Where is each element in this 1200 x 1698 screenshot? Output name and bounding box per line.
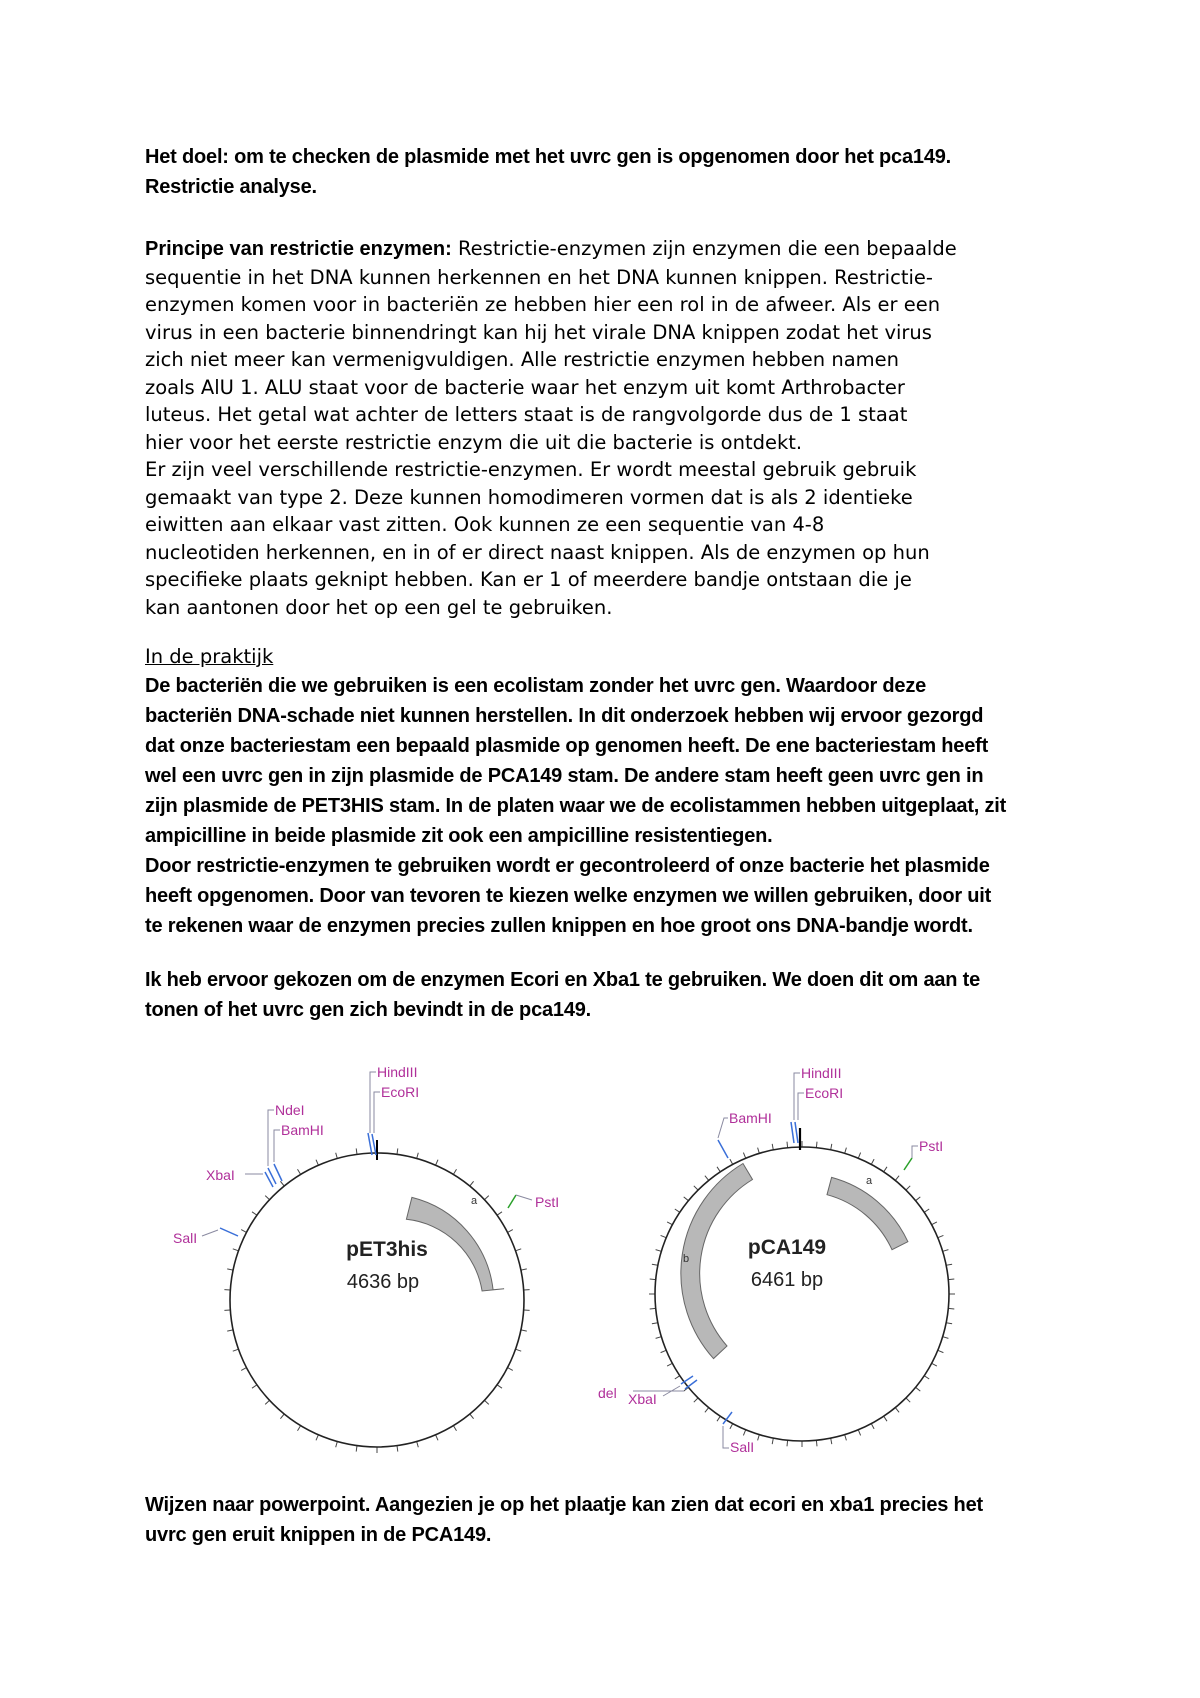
pca149-ecori-cut <box>791 1122 794 1143</box>
pca149-sali-label: SalI <box>730 1439 755 1455</box>
principle-line: zoals AlU 1. ALU staat voor de bacterie waar het enzym uit komt Arthrobacter <box>145 375 905 399</box>
plasmid-tick <box>684 1197 689 1201</box>
plasmid-tick <box>943 1337 949 1339</box>
plasmid-tick <box>397 1446 398 1452</box>
plasmid-tick <box>946 1323 952 1324</box>
choice-line: Ik heb ervoor gekozen om de enzymen Ecori en Xba1 te gebruiken. We doen dit om aan te <box>145 969 981 991</box>
plasmid-tick <box>871 1159 874 1164</box>
practice-line: heeft opgenomen. Door van tevoren te kiezen welke enzymen we willen gebruiken, door uit <box>145 885 992 907</box>
principle-line: gemaakt van type 2. Deze kunnen homodimeren vormen dat is als 2 identieke <box>145 485 913 509</box>
plasmid-tick <box>924 1209 929 1212</box>
pet3his-bamhi-cut <box>274 1164 282 1181</box>
pca149-psti-cut <box>904 1158 912 1170</box>
plasmid-tick <box>924 1376 929 1379</box>
plasmid-tick <box>717 1416 720 1421</box>
pca149-feature-b-label: b <box>683 1253 690 1265</box>
pca149-bamhi-label: BamHI <box>729 1110 772 1126</box>
plasmid-tick <box>656 1337 662 1339</box>
pca149-size: 6461 bp <box>750 1269 824 1291</box>
plasmid-tick <box>298 1426 301 1431</box>
choice-line: tonen of het uvrc gen zich bevindt in de pca149. <box>145 999 592 1021</box>
plasmid-tick <box>470 1414 474 1419</box>
conclusion-line: uvrc gen eruit knippen in de PCA149. <box>145 1524 492 1546</box>
principle-line: hier voor het eerste restrictie enzym die uit die bacterie is ontdekt. <box>145 430 803 454</box>
plasmid-tick <box>705 1408 709 1413</box>
pca149-hindiii-cut <box>795 1122 798 1143</box>
plasmid-tick <box>932 1363 937 1366</box>
pet3his-sali-leader <box>202 1230 218 1236</box>
pca149-bamhi-leader <box>718 1118 728 1138</box>
plasmid-tick <box>484 1400 488 1404</box>
plasmid-tick <box>656 1250 662 1252</box>
plasmid-tick <box>906 1186 910 1190</box>
principle-line-1: Principe van restrictie enzymen: Restrictie-enzymen zijn enzymen die een bepaalde <box>145 237 957 260</box>
plasmid-tick <box>694 1186 698 1190</box>
pca149-hindiii-leader <box>794 1073 800 1120</box>
plasmid-tick <box>845 1435 847 1441</box>
practice-heading: In de praktijk <box>145 645 274 668</box>
practice-line: bacteriën DNA-schade niet kunnen herstellen. In dit onderzoek hebben wij ervoor gezorgd <box>145 705 984 727</box>
plasmid-tick <box>652 1323 658 1324</box>
plasmid-tick <box>845 1148 847 1154</box>
plasmid-tick <box>265 1400 269 1404</box>
plasmid-tick <box>417 1153 419 1159</box>
pca149-psti-label: PstI <box>919 1138 944 1154</box>
practice-line: ampicilline in beide plasmide zit ook een ampicilline resistentiegen. <box>145 825 773 847</box>
plasmid-tick <box>298 1169 301 1174</box>
pca149-hindiii-label: HindIII <box>801 1065 842 1081</box>
plasmid-tick <box>831 1144 832 1150</box>
pet3his-hindiii-label: HindIII <box>377 1064 418 1080</box>
plasmid-tick <box>252 1212 257 1215</box>
plasmid-tick <box>521 1269 527 1270</box>
plasmid-tick <box>816 1440 817 1446</box>
pca149-psti-leader <box>912 1146 918 1158</box>
pet3his-ecori-leader <box>374 1092 380 1133</box>
plasmid-tick <box>397 1148 398 1154</box>
plasmid-tick <box>667 1363 672 1366</box>
plasmid-tick <box>280 1414 284 1419</box>
plasmid-tick <box>417 1442 419 1448</box>
plasmid-tick <box>336 1153 338 1159</box>
principle-line: specifieke plaats geknipt hebben. Kan er 1 of meerdere bandje ontstaan die je <box>145 568 912 591</box>
pet3his-xbai-label: XbaI <box>206 1167 235 1183</box>
plasmid-tick <box>694 1398 698 1402</box>
pet3his-bamhi-leader <box>274 1130 280 1162</box>
plasmid-tick <box>895 1408 899 1413</box>
pet3his-ndei-leader <box>268 1110 274 1166</box>
pet3his-ecori-label: EcoRI <box>381 1084 420 1100</box>
plasmid-tick <box>233 1349 239 1351</box>
pet3his-hindiii-leader <box>370 1072 376 1133</box>
plasmid-tick <box>227 1330 233 1331</box>
plasmid-tick <box>705 1176 709 1181</box>
practice-line: zijn plasmide de PET3HIS stam. In de platen waar we de ecolistammen hebben uitgeplaat, zit <box>145 795 1007 817</box>
plasmid-tick <box>948 1279 954 1280</box>
principle-line: virus in een bacterie binnendringt kan hij het virale DNA knippen zodat het virus <box>145 320 932 344</box>
plasmid-tick <box>675 1376 680 1379</box>
pca149-feature-b <box>681 1164 753 1359</box>
plasmid-tick <box>241 1368 246 1371</box>
pet3his-ecori-cut <box>368 1133 372 1155</box>
practice-line: De bacteriën die we gebruiken is een ecolistam zonder het uvrc gen. Waardoor deze <box>145 675 927 697</box>
plasmid-tick <box>356 1446 357 1452</box>
pet3his-sali-cut <box>220 1228 238 1236</box>
plasmid-tick <box>946 1264 952 1265</box>
plasmid-tick <box>650 1279 656 1280</box>
plasmid-tick <box>227 1269 233 1270</box>
plasmid-tick <box>516 1349 522 1351</box>
plasmid-tick <box>871 1424 874 1429</box>
plasmid-tick <box>484 1196 488 1200</box>
plasmid-tick <box>743 1153 745 1159</box>
plasmid-tick <box>831 1438 832 1444</box>
pet3his-psti-leader <box>516 1195 532 1200</box>
plasmid-tick <box>516 1249 522 1251</box>
plasmid-tick <box>787 1142 788 1148</box>
plasmid-tick <box>916 1387 921 1391</box>
pca149-ecori-label: EcoRI <box>805 1085 844 1101</box>
plasmid-tick <box>675 1209 680 1212</box>
plasmid-tick <box>508 1368 513 1371</box>
principle-line: Er zijn veel verschillende restrictie-enzymen. Er wordt meestal gebruik gebruik <box>145 458 917 481</box>
plasmid-tick <box>356 1148 357 1154</box>
plasmid-tick <box>436 1435 438 1441</box>
pet3his-ndei-label: NdeI <box>275 1102 305 1118</box>
plasmid-tick <box>652 1264 658 1265</box>
pet3his-feature-a-label: a <box>471 1195 478 1207</box>
pet3his-ticks <box>224 1147 529 1453</box>
plasmid-tick <box>508 1230 513 1233</box>
pet3his-backbone <box>230 1153 524 1447</box>
plasmid-tick <box>265 1196 269 1200</box>
plasmid-tick <box>938 1235 944 1237</box>
plasmid-tick <box>453 1426 456 1431</box>
plasmid-tick <box>858 1430 860 1436</box>
practice-line: dat onze bacteriestam een bepaald plasmide op genomen heeft. De ene bacteriestam heeft <box>145 735 989 757</box>
pca149-sali-leader <box>723 1426 729 1448</box>
plasmid-tick <box>730 1424 733 1429</box>
plasmid-tick <box>858 1153 860 1159</box>
pca149-bamhi-cut <box>718 1140 728 1158</box>
plasmid-tick <box>470 1181 474 1186</box>
principle-line: kan aantonen door het op een gel te gebruiken. <box>145 595 613 619</box>
restriction-analysis-line: Restrictie analyse. <box>145 176 317 198</box>
practice-line: wel een uvrc gen in zijn plasmide de PCA149 stam. De andere stam heeft geen uvrc gen in <box>145 765 984 787</box>
plasmid-tick <box>916 1197 921 1201</box>
pca149-del-label: del <box>598 1385 617 1401</box>
plasmid-tick <box>241 1230 246 1233</box>
plasmid-tick <box>932 1222 937 1225</box>
pet3his-hindiii-cut <box>372 1134 376 1155</box>
plasmid-tick <box>280 1181 284 1186</box>
plasmid-tick <box>772 1144 773 1150</box>
plasmid-tick <box>717 1167 720 1172</box>
pet3his-ndei-cut <box>268 1168 276 1184</box>
plasmid-tick <box>316 1160 318 1166</box>
goal-line: Het doel: om te checken de plasmide met het uvrc gen is opgenomen door het pca149. <box>145 146 952 168</box>
pca149-feature-a-label: a <box>866 1175 873 1187</box>
plasmid-tick <box>453 1169 456 1174</box>
plasmid-tick <box>497 1212 502 1215</box>
plasmid-tick <box>730 1159 733 1164</box>
plasmid-tick <box>816 1142 817 1148</box>
principle-line: luteus. Het getal wat achter de letters staat is de rangvolgorde dus de 1 staat <box>145 403 908 426</box>
plasmid-tick <box>787 1440 788 1446</box>
principle-line: enzymen komen voor in bacteriën ze hebben hier een rol in de afweer. Als er een <box>145 293 941 316</box>
plasmid-tick <box>667 1222 672 1225</box>
plasmid-tick <box>436 1160 438 1166</box>
pet3his-psti-cut <box>508 1195 516 1208</box>
pet3his-bamhi-label: BamHI <box>281 1122 324 1138</box>
pca149-ecori-leader <box>798 1093 804 1120</box>
plasmid-tick <box>316 1435 318 1441</box>
practice-line: Door restrictie-enzymen te gebruiken wordt er gecontroleerd of onze bacterie het plasmide <box>145 855 990 877</box>
pet3his-psti-label: PstI <box>535 1194 560 1210</box>
plasmid-tick <box>497 1385 502 1388</box>
plasmid-tick <box>758 1435 760 1441</box>
plasmid-tick <box>884 1167 887 1172</box>
plasmid-tick <box>233 1249 239 1251</box>
plasmid-tick <box>661 1235 667 1237</box>
principle-line: eiwitten aan elkaar vast zitten. Ook kunnen ze een sequentie van 4-8 <box>145 513 825 536</box>
principle-line: nucleotiden herkennen, en in of er direct naast knippen. Als de enzymen op hun <box>145 540 930 564</box>
principle-line: sequentie in het DNA kunnen herkennen en het DNA kunnen knippen. Restrictie- <box>145 265 933 289</box>
conclusion-line: Wijzen naar powerpoint. Aangezien je op het plaatje kan zien dat ecori en xba1 precies het <box>145 1494 983 1516</box>
pet3his-size: 4636 bp <box>346 1271 420 1293</box>
plasmid-tick <box>943 1250 949 1252</box>
plasmid-tick <box>336 1442 338 1448</box>
pet3his-name: pET3his <box>346 1238 428 1261</box>
plasmid-tick <box>758 1148 760 1154</box>
principle-line: zich niet meer kan vermenigvuldigen. Alle restrictie enzymen hebben namen <box>145 348 899 371</box>
plasmid-tick <box>884 1416 887 1421</box>
plasmid-tick <box>650 1308 656 1309</box>
plasmid-tick <box>252 1385 257 1388</box>
plasmid-tick <box>772 1438 773 1444</box>
plasmid-tick <box>521 1330 527 1331</box>
plasmid-tick <box>895 1176 899 1181</box>
plasmid-tick <box>743 1430 745 1436</box>
plasmid-tick <box>906 1398 910 1402</box>
pca149-xbai-label: XbaI <box>628 1391 657 1407</box>
conclusion-section <box>145 1490 1075 1550</box>
pet3his-sali-label: SalI <box>173 1230 198 1246</box>
pca149-feature-a <box>827 1177 908 1249</box>
pca149-name: pCA149 <box>747 1236 827 1259</box>
plasmid-tick <box>661 1350 667 1352</box>
plasmid-tick <box>938 1350 944 1352</box>
plasmid-tick <box>948 1308 954 1309</box>
principle-label: Principe van restrictie enzymen: <box>145 238 452 260</box>
practice-line: te rekenen waar de enzymen precies zullen knippen en hoe groot ons DNA-bandje wordt. <box>145 915 973 937</box>
